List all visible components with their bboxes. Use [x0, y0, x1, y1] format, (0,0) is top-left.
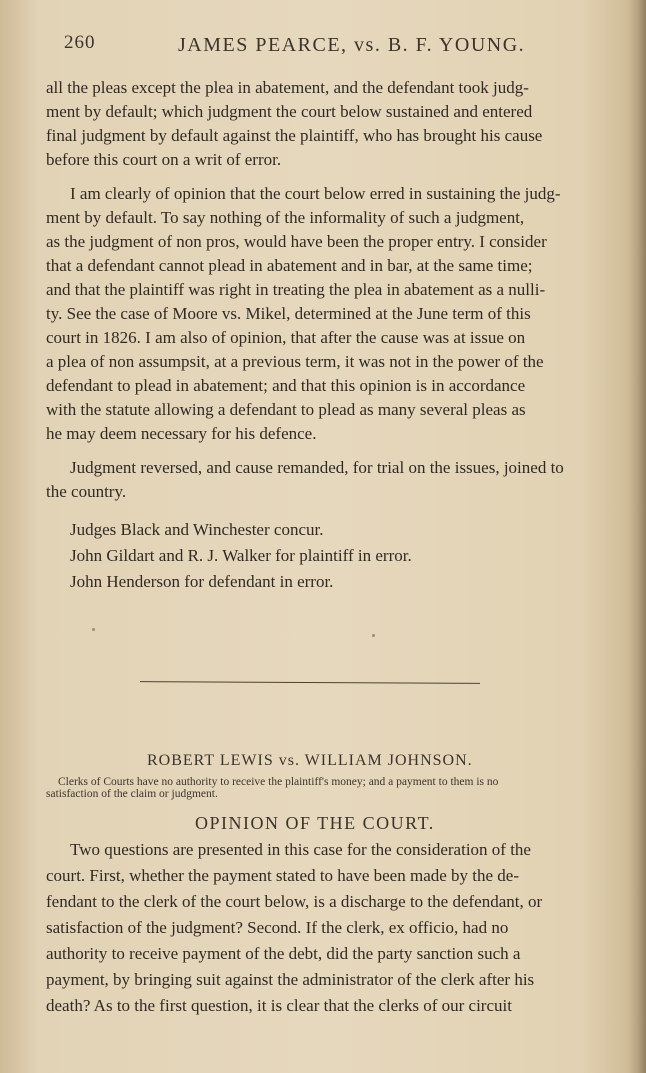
paragraph-line: and that the plaintiff was right in treating the plea in abatement as a nulli- — [46, 280, 546, 299]
running-head-title: JAMES PEARCE, vs. B. F. YOUNG. — [178, 34, 526, 56]
paragraph-line: court in 1826. I am also of opinion, that after the cause was at issue on — [46, 328, 526, 347]
paragraph-line: as the judgment of non pros, would have been the proper entry. I consider — [46, 232, 547, 251]
paragraph-line: court. First, whether the payment stated to have been made by the de- — [46, 866, 520, 885]
page-gutter-shadow — [628, 0, 646, 1073]
case-title: ROBERT LEWIS vs. WILLIAM JOHNSON. — [147, 752, 473, 769]
ink-speck — [372, 634, 375, 637]
paragraph-line: before this court on a writ of error. — [46, 150, 282, 169]
ink-speck — [92, 628, 95, 631]
paragraph-line: fendant to the clerk of the court below, is a discharge to the defendant, or — [46, 892, 543, 911]
paragraph-line: death? As to the first question, it is clear that the clerks of our circuit — [46, 996, 512, 1015]
paragraph-line: I am clearly of opinion that the court below erred in sustaining the judg- — [70, 184, 561, 203]
paragraph-line: ment by default; which judgment the court below sustained and entered — [46, 102, 533, 121]
paragraph-line: all the pleas except the plea in abatement, and the defendant took judg- — [46, 78, 529, 97]
paragraph-line: Judgment reversed, and cause remanded, for trial on the issues, joined to — [70, 458, 564, 477]
concurrence-line: Judges Black and Winchester concur. — [70, 520, 324, 539]
paragraph-line: ment by default. To say nothing of the informality of such a judgment, — [46, 208, 525, 227]
paragraph-line: defendant to plead in abatement; and that this opinion is in accordance — [46, 376, 526, 395]
paragraph-line: with the statute allowing a defendant to plead as many several pleas as — [46, 400, 526, 419]
paragraph-line: he may deem necessary for his defence. — [46, 424, 317, 443]
paragraph-line: ty. See the case of Moore vs. Mikel, determined at the June term of this — [46, 304, 531, 323]
paragraph-line: satisfaction of the judgment? Second. If the clerk, ex officio, had no — [46, 918, 509, 937]
paragraph-line: the country. — [46, 482, 127, 501]
counsel-line: John Gildart and R. J. Walker for plaintiff in error. — [70, 546, 412, 565]
paragraph-line: that a defendant cannot plead in abatement and in bar, at the same time; — [46, 256, 533, 275]
section-divider-rule — [140, 681, 480, 684]
page-number: 260 — [64, 32, 96, 53]
counsel-line: John Henderson for defendant in error. — [70, 572, 334, 591]
paragraph-line: final judgment by default against the plaintiff, who has brought his cause — [46, 126, 543, 145]
paragraph-line: a plea of non assumpsit, at a previous term, it was not in the power of the — [46, 352, 544, 371]
running-head — [56, 32, 606, 60]
paragraph-line: authority to receive payment of the debt, did the party sanction such a — [46, 944, 521, 963]
headnote-line: Clerks of Courts have no authority to receive the plaintiff's money; and a payment to them is no — [58, 776, 499, 788]
opinion-heading: OPINION OF THE COURT. — [195, 813, 435, 833]
headnote-line: satisfaction of the claim or judgment. — [46, 788, 218, 800]
paragraph-line: Two questions are presented in this case for the consideration of the — [70, 840, 531, 859]
paragraph-line: payment, by bringing suit against the administrator of the clerk after his — [46, 970, 535, 989]
